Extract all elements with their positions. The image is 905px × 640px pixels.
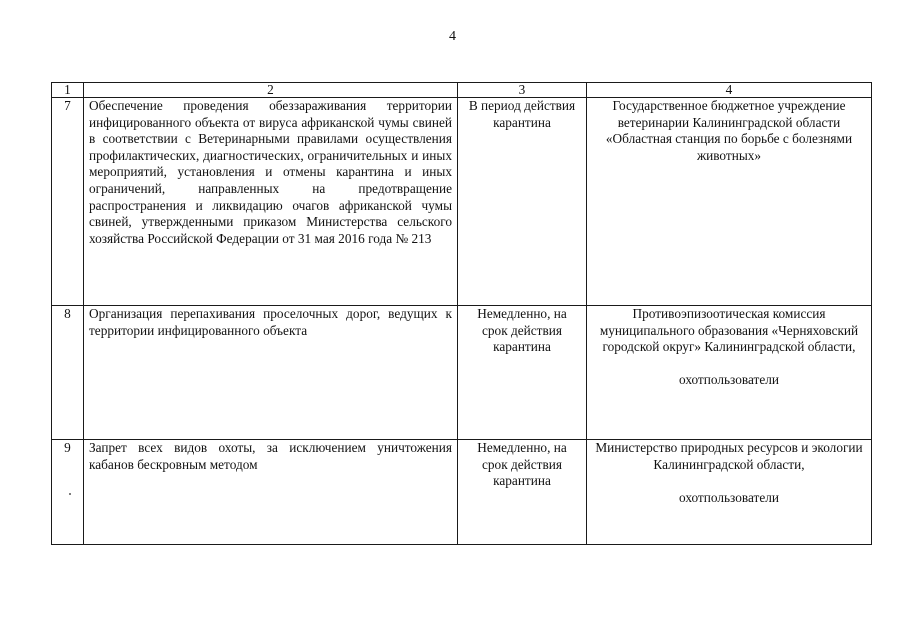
responsible-organization: Государственное бюджетное учреждение ветеринарии Калининградской области «Областная станция по борьбе с болезнями животных» xyxy=(605,98,853,163)
column-header-2: 2 xyxy=(84,83,458,98)
column-header-3: 3 xyxy=(458,83,587,98)
table-header-row xyxy=(52,83,872,98)
measure-period: В период действия карантина xyxy=(458,98,587,306)
measure-description: Обеспечение проведения обеззараживания территории инфицированного объекта от вируса африканской чумы свиней в соответствии с Ветеринарными правилами осуществления профилактических, диагностических, ограничительных и иных мероприятий, установления и отмены карантина и иных ограничений, направленных на предотвращение распространения и ликвидацию очагов африканской чумы свиней, утвержденными приказом Министерства сельского хозяйства Российской Федерации от 31 мая 2016 года № 213 xyxy=(84,98,458,306)
measure-description: Организация перепахивания проселочных дорог, ведущих к территории инфицированного объекта xyxy=(84,306,458,440)
scan-speck xyxy=(69,493,71,495)
page-number: 4 xyxy=(449,29,456,44)
row-number: 8 xyxy=(52,306,84,440)
column-header-4: 4 xyxy=(587,83,872,98)
row-number: 9 xyxy=(52,440,84,545)
column-header-1: 1 xyxy=(52,83,84,98)
table-row xyxy=(52,306,872,440)
measure-period: Немедленно, на срок действия карантина xyxy=(458,306,587,440)
measure-responsible xyxy=(587,306,872,440)
table-row xyxy=(52,440,872,545)
measure-period: Немедленно, на срок действия карантина xyxy=(458,440,587,545)
measure-responsible xyxy=(587,98,872,306)
responsible-organization: Министерство природных ресурсов и экологии Калининградской области, xyxy=(595,440,863,472)
responsible-hunters: охотпользователи xyxy=(679,489,779,505)
measures-table xyxy=(51,82,872,545)
measure-description: Запрет всех видов охоты, за исключением уничтожения кабанов бескровным методом xyxy=(84,440,458,545)
measure-responsible xyxy=(587,440,872,545)
responsible-organization: Противоэпизоотическая комиссия муниципального образования «Черняховский городской округ» Калининградской области, xyxy=(599,306,859,355)
table-row xyxy=(52,98,872,306)
row-number: 7 xyxy=(52,98,84,306)
responsible-hunters: охотпользователи xyxy=(679,372,779,388)
